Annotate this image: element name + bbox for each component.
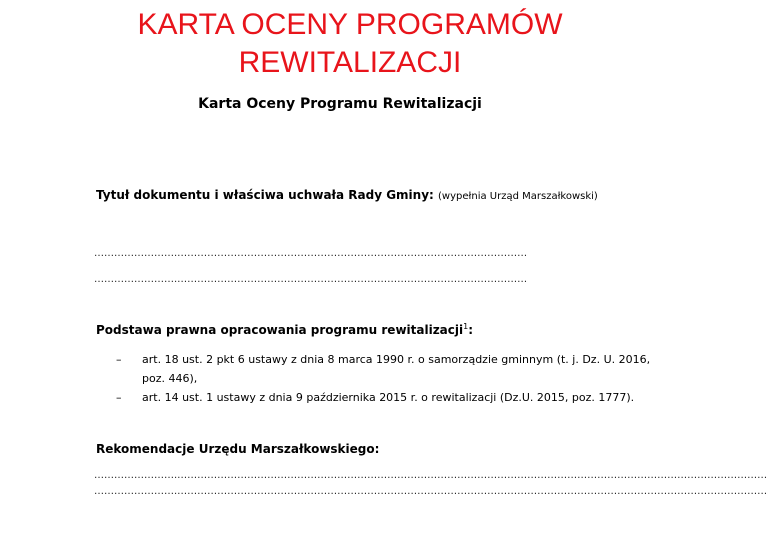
slide-title-line-2: REWITALIZACJI bbox=[238, 46, 462, 79]
legal-basis-item-1: art. 18 ust. 2 pkt 6 ustawy z dnia 8 marca 1990 r. o samorządzie gminnym (t. j. Dz. U. 2016, poz. 446), bbox=[142, 353, 651, 385]
legal-basis-label-text: Podstawa prawna opracowania programu rewitalizacji bbox=[96, 323, 464, 337]
document-heading: Karta Oceny Programu Rewitalizacji bbox=[198, 96, 482, 112]
slide-title bbox=[60, 6, 640, 82]
title-section-label-text: Tytuł dokumentu i właściwa uchwała Rady Gminy: bbox=[96, 188, 434, 202]
title-dotted-line-2: …………………….…………………………………………………………………………………………… bbox=[94, 274, 528, 285]
bullet-dash: – bbox=[116, 353, 122, 366]
legal-basis-list bbox=[116, 350, 666, 407]
document-card bbox=[90, 92, 767, 532]
recommendations-dotted-line-1: …………………….…………………………………………………………………………………………………………………………………………………………… bbox=[94, 470, 767, 481]
legal-basis-label-suffix: : bbox=[468, 323, 474, 337]
legal-basis-item-2: art. 14 ust. 1 ustawy z dnia 9 października 2015 r. o rewitalizacji (Dz.U. 2015, poz. 1777). bbox=[142, 391, 635, 404]
title-section-label bbox=[96, 188, 598, 202]
list-item bbox=[116, 388, 666, 407]
recommendations-dotted-line-2: …………………….…………………………………………………………………………………………………………………………………………………………… bbox=[94, 486, 767, 497]
recommendations-label: Rekomendacje Urzędu Marszałkowskiego: bbox=[96, 442, 380, 456]
title-dotted-line-1: …………………….…………………………………………………………………………………………… bbox=[94, 248, 528, 259]
slide-title-line-1: KARTA OCENY PROGRAMÓW bbox=[137, 8, 563, 41]
title-section-note: (wypełnia Urząd Marszałkowski) bbox=[438, 191, 598, 202]
legal-basis-label bbox=[96, 322, 473, 337]
bullet-dash: – bbox=[116, 391, 122, 404]
list-item bbox=[116, 350, 666, 388]
legal-basis-footnote-mark: 1 bbox=[463, 322, 469, 331]
